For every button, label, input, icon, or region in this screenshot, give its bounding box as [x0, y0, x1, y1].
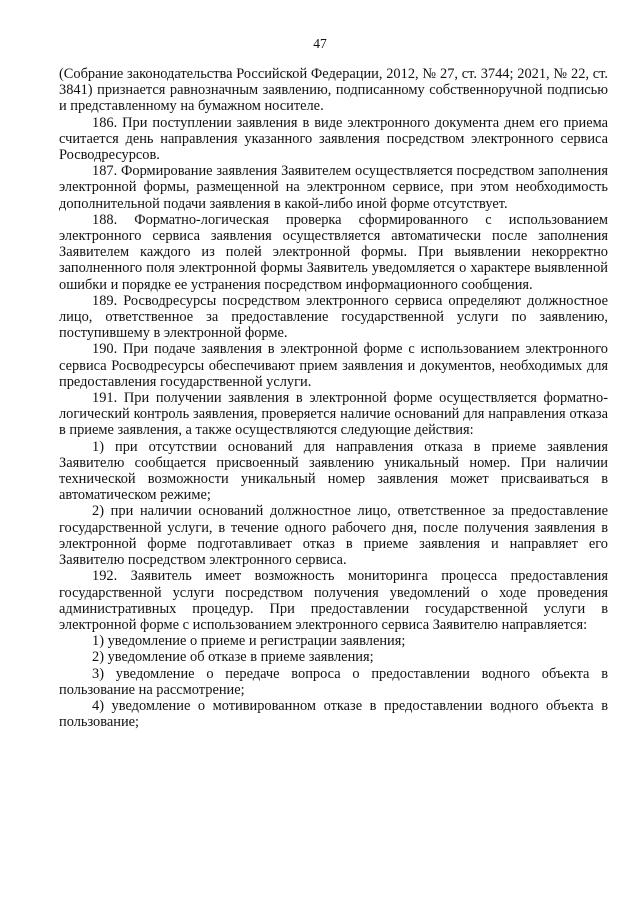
paragraph-190: 190. При подаче заявления в электронной форме с использованием электронного сервиса Росводресурсы обеспечивают прием заявления и документов, необходимых для предоставления государственной услуги. [59, 341, 608, 390]
page-number: 47 [313, 36, 327, 51]
paragraph-189: 189. Росводресурсы посредством электронного сервиса определяют должностное лицо, ответственное за предоставление государственной услуги по заявлению, поступившему в электронной форме. [59, 292, 608, 342]
paragraph-192-item-1: 1) уведомление о приеме и регистрации заявления; [92, 633, 406, 650]
paragraph-192-item-3: 3) уведомление о передаче вопроса о предоставлении водного объекта в пользование на рассмотрение; [59, 665, 608, 698]
paragraph-191-item-1: 1) при отсутствии оснований для направления отказа в приеме заявления Заявителю сообщается присвоенный заявлению уникальный номер. При наличии технической возможности уникальный номер заявления может присваиваться в автоматическом режиме; [59, 438, 608, 504]
paragraph-continuation: (Собрание законодательства Российской Федерации, 2012, № 27, ст. 3744; 2021, № 22, ст. 3841) признается равнозначным заявлению, подписанному собственноручной подписью и представленному на бумажном носителе. [59, 66, 608, 115]
paragraph-192: 192. Заявитель имеет возможность мониторинга процесса предоставления государственной услуги посредством получения уведомлений о ходе проведения административных процедур. При предоставлении государственной услуги в электронной форме с использованием электронного сервиса Заявителю направляется: [59, 568, 608, 633]
paragraph-191: 191. При получении заявления в электронной форме осуществляется форматно-логический контроль заявления, проверяется наличие оснований для направления отказа в приеме заявления, а также осуществляются следующие действия: [59, 390, 608, 439]
paragraph-192-item-4: 4) уведомление о мотивированном отказе в предоставлении водного объекта в пользование; [59, 697, 608, 731]
paragraph-187: 187. Формирование заявления Заявителем осуществляется посредством заполнения электронной формы, размещенной на электронном сервисе, при этом необходимость дополнительной подачи заявления в какой-либо иной форме отсутствует. [59, 163, 608, 212]
paragraph-191-item-2: 2) при наличии оснований должностное лицо, ответственное за предоставление государственной услуги, в течение одного рабочего дня, после получения заявления в электронной форме подготавливает отказ в приеме заявления и направляет его Заявителю посредством электронного сервиса. [59, 503, 608, 569]
document-body [59, 66, 608, 730]
paragraph-192-item-2: 2) уведомление об отказе в приеме заявления; [92, 649, 374, 666]
paragraph-188: 188. Форматно-логическая проверка сформированного с использованием электронного сервиса заявления осуществляется автоматически после заполнения Заявителем каждого из полей электронной формы. При выявлении некорректно заполненного поля электронной формы Заявитель уведомляется о характере выявленной ошибки и порядке ее устранения посредством информационного сообщения. [59, 211, 608, 293]
paragraph-186: 186. При поступлении заявления в виде электронного документа днем его приема считается день направления указанного заявления посредством электронного сервиса Росводресурсов. [59, 114, 608, 164]
